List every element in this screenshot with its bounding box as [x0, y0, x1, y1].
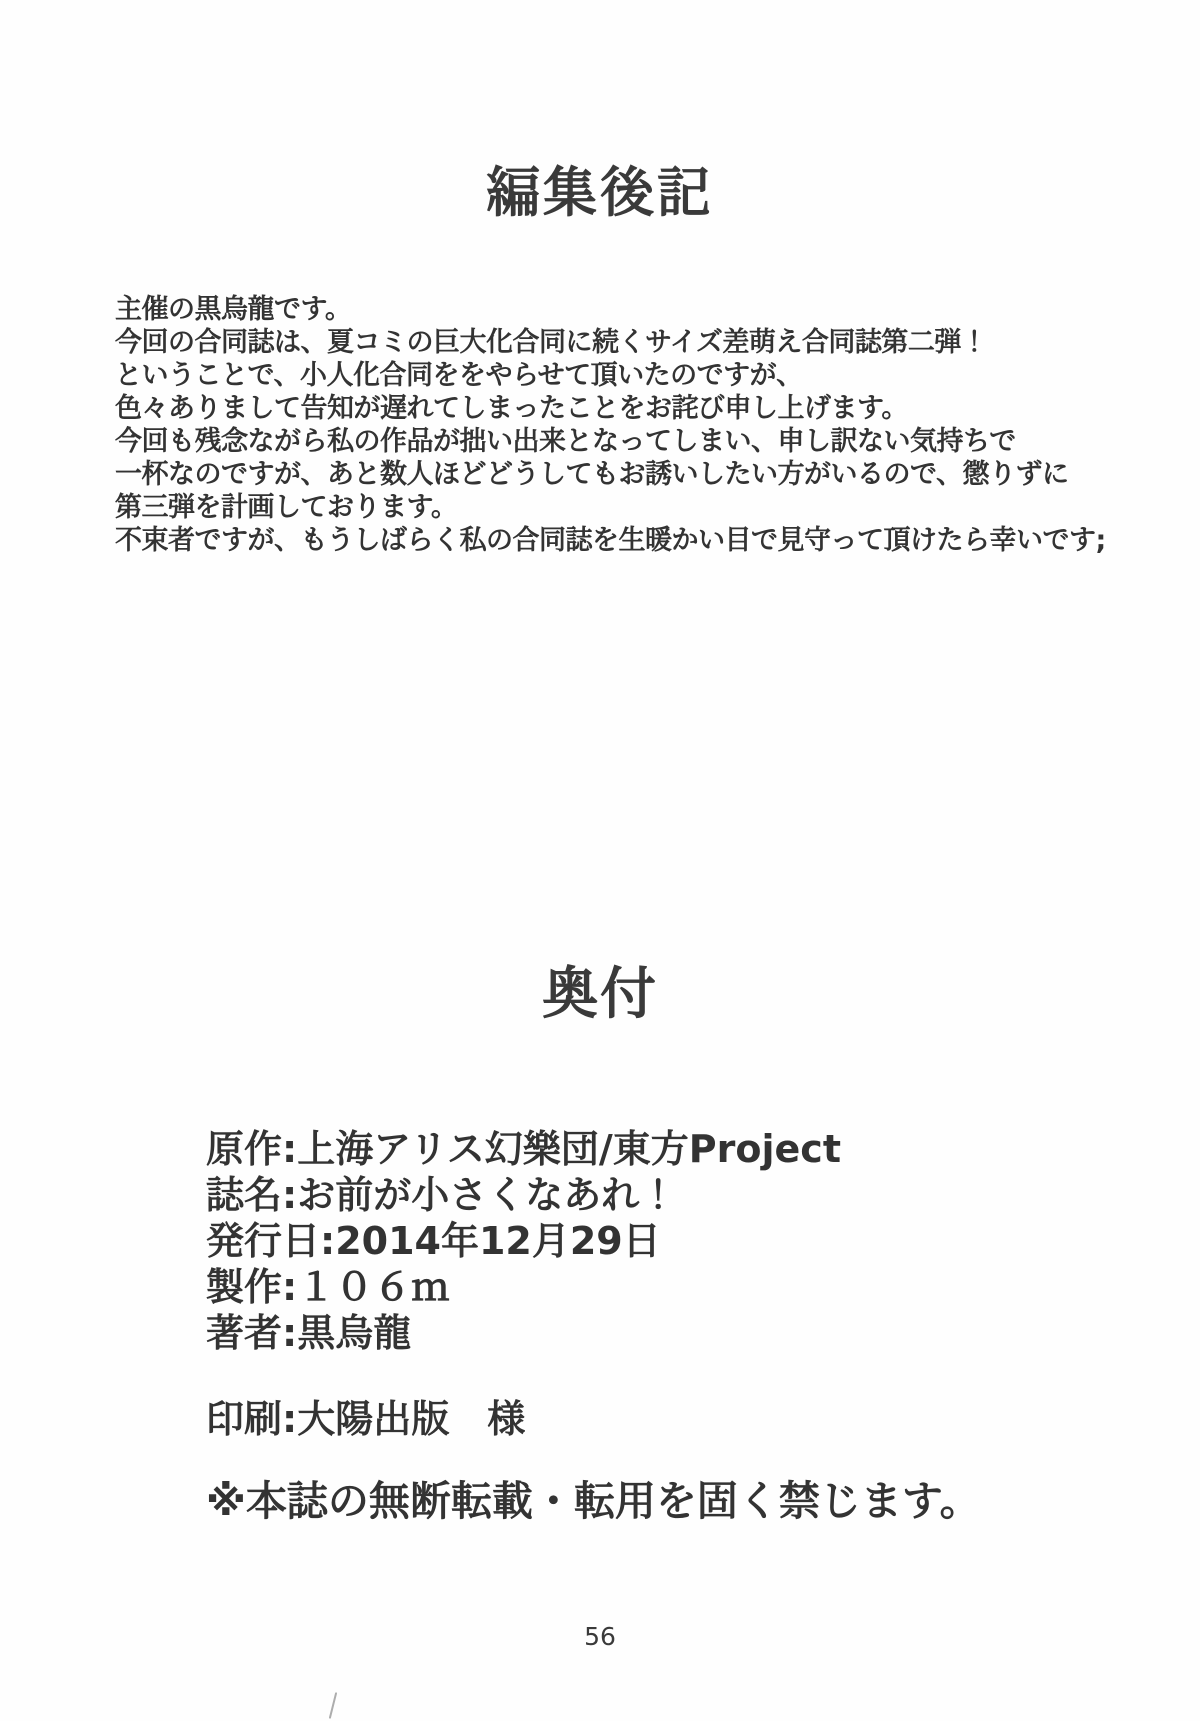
afterword-body [115, 293, 1115, 557]
afterword-title: 編集後記 [486, 161, 714, 224]
afterword-line: 色々ありまして告知が遅れてしまったことをお詫び申し上げます。 [115, 393, 908, 424]
afterword-line: 今回も残念ながら私の作品が拙い出来となってしまい、申し訳ない気持ちで [115, 426, 1016, 457]
afterword-line: ということで、小人化合同ををやらせて頂いたのですが、 [115, 360, 803, 391]
colophon-details [206, 1126, 1106, 1356]
colophon-publish-date-line: 発行日:2014年12月29日 [206, 1219, 661, 1263]
reproduction-notice: ※本誌の無断転載・転用を固く禁じます。 [206, 1477, 981, 1525]
afterword-line: 第三弾を計画しております。 [115, 492, 458, 523]
colophon-original-work-line: 原作:上海アリス幻樂団/東方Project [206, 1127, 841, 1171]
scan-artifact-mark [329, 1692, 337, 1719]
afterword-line: 今回の合同誌は、夏コミの巨大化合同に続くサイズ差萌え合同誌第二弾！ [115, 327, 988, 358]
colophon-title: 奥付 [542, 962, 658, 1027]
colophon-production-line: 製作:１０６ｍ [206, 1265, 450, 1309]
afterword-line: 不束者ですが、もうしばらく私の合同誌を生暖かい目で見守って頂けたら幸いです; [115, 525, 1106, 556]
page-number: 56 [584, 1622, 616, 1651]
colophon-book-title-line: 誌名:お前が小さくなあれ！ [206, 1173, 678, 1217]
afterword-line: 主催の黒烏龍です。 [115, 294, 352, 325]
afterword-line: 一杯なのですが、あと数人ほどどうしてもお誘いしたい方がいるので、懲りずに [115, 459, 1069, 490]
colophon-printer-line: 印刷:大陽出版 様 [206, 1397, 526, 1441]
colophon-author-line: 著者:黒烏龍 [206, 1311, 412, 1355]
